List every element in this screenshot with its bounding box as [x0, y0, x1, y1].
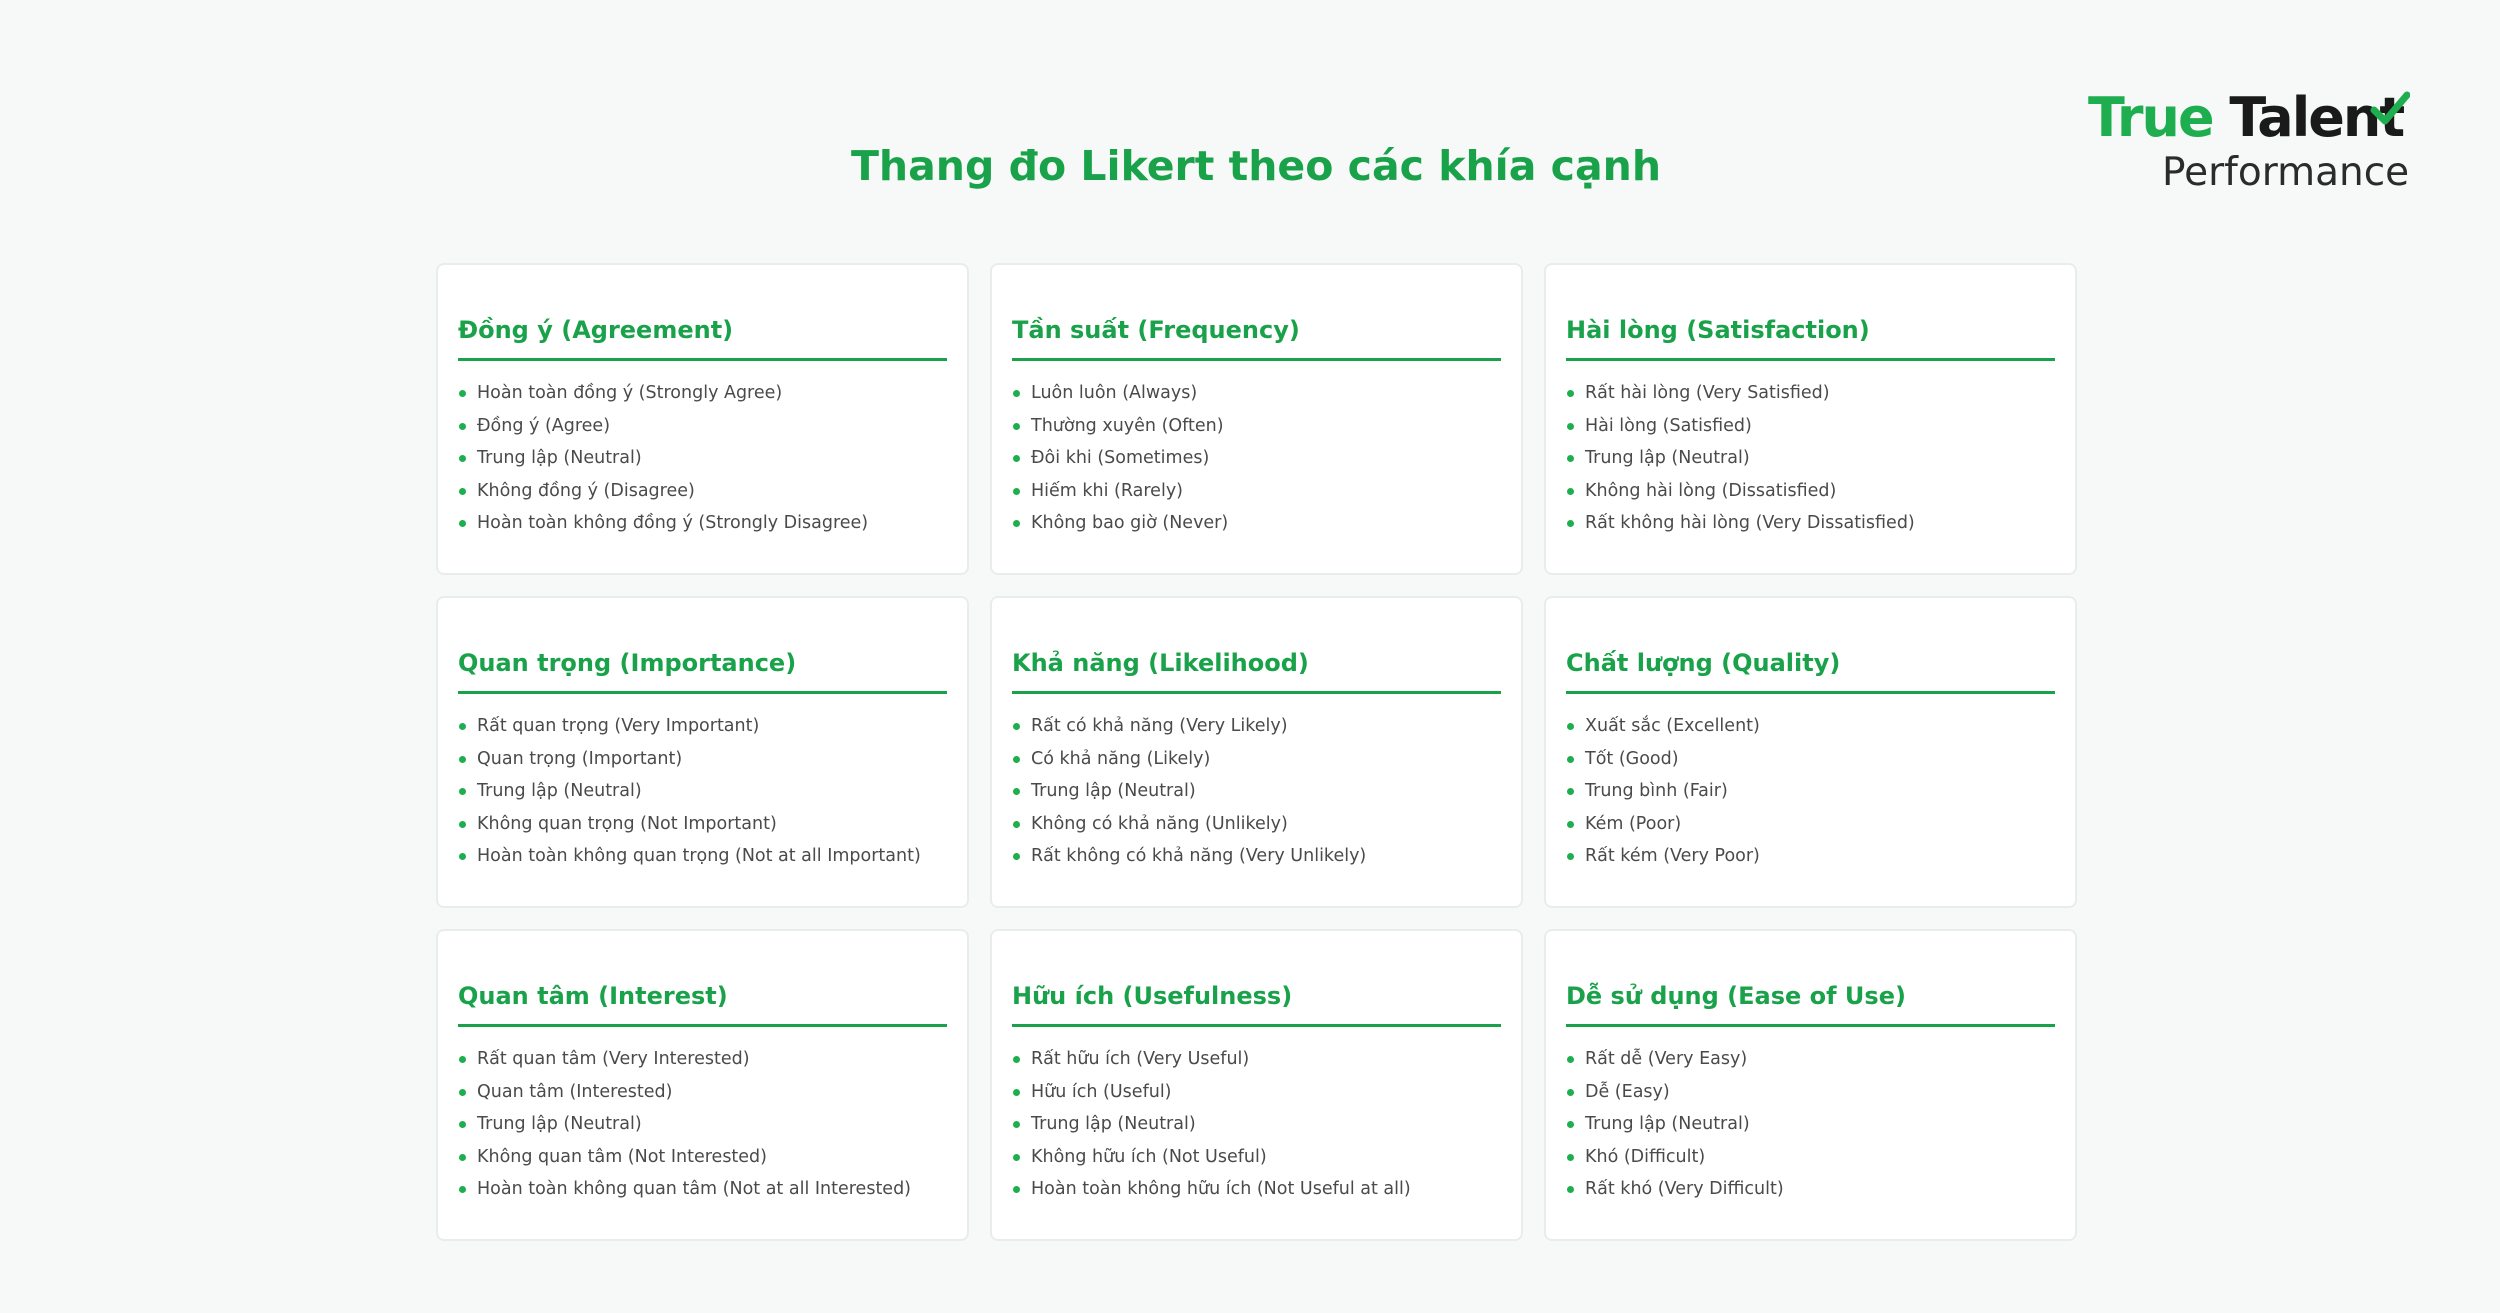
card-title: Chất lượng (Quality): [1566, 646, 2055, 694]
scale-option: Hoàn toàn không hữu ích (Not Useful at all): [1012, 1173, 1501, 1206]
scale-option: Hoàn toàn đồng ý (Strongly Agree): [458, 377, 947, 410]
scale-options-list: [458, 377, 947, 540]
scale-option: Dễ (Easy): [1566, 1076, 2055, 1109]
scale-option: Rất quan tâm (Very Interested): [458, 1043, 947, 1076]
scale-option: Rất quan trọng (Very Important): [458, 710, 947, 743]
scale-option: Rất không hài lòng (Very Dissatisfied): [1566, 507, 2055, 540]
scale-option: Không đồng ý (Disagree): [458, 475, 947, 508]
scale-options-list: [1012, 710, 1501, 873]
likert-card-frequency: [990, 263, 1523, 575]
scale-option: Quan tâm (Interested): [458, 1076, 947, 1109]
scale-option: Đôi khi (Sometimes): [1012, 442, 1501, 475]
logo-word-true: True: [2088, 86, 2213, 149]
scale-options-list: [1566, 377, 2055, 540]
scale-option: Rất hài lòng (Very Satisfied): [1566, 377, 2055, 410]
scale-option: Không bao giờ (Never): [1012, 507, 1501, 540]
scale-option: Hoàn toàn không quan trọng (Not at all Important): [458, 840, 947, 873]
scale-options-list: [1566, 1043, 2055, 1206]
scale-option: Rất hữu ích (Very Useful): [1012, 1043, 1501, 1076]
likert-card-interest: [436, 929, 969, 1241]
page-title: Thang đo Likert theo các khía cạnh: [850, 142, 1662, 190]
scale-options-list: [458, 1043, 947, 1206]
scale-option: Xuất sắc (Excellent): [1566, 710, 2055, 743]
scale-option: Đồng ý (Agree): [458, 410, 947, 443]
scale-option: Trung lập (Neutral): [1012, 775, 1501, 808]
scale-option: Hiếm khi (Rarely): [1012, 475, 1501, 508]
scale-option: Rất kém (Very Poor): [1566, 840, 2055, 873]
scale-option: Tốt (Good): [1566, 743, 2055, 776]
scale-option: Quan trọng (Important): [458, 743, 947, 776]
likert-card-ease-of-use: [1544, 929, 2077, 1241]
scale-option: Hài lòng (Satisfied): [1566, 410, 2055, 443]
scale-option: Không hài lòng (Dissatisfied): [1566, 475, 2055, 508]
scale-option: Hữu ích (Useful): [1012, 1076, 1501, 1109]
scale-option: Không quan trọng (Not Important): [458, 808, 947, 841]
card-title: Hài lòng (Satisfaction): [1566, 313, 2055, 361]
scale-option: Thường xuyên (Often): [1012, 410, 1501, 443]
card-title: Dễ sử dụng (Ease of Use): [1566, 979, 2055, 1027]
scale-options-list: [1566, 710, 2055, 873]
scale-option: Trung lập (Neutral): [458, 442, 947, 475]
card-title: Đồng ý (Agreement): [458, 313, 947, 361]
scale-option: Khó (Difficult): [1566, 1141, 2055, 1174]
scale-option: Hoàn toàn không đồng ý (Strongly Disagree): [458, 507, 947, 540]
likert-card-usefulness: [990, 929, 1523, 1241]
scale-option: Trung lập (Neutral): [1566, 442, 2055, 475]
scale-options-list: [1012, 377, 1501, 540]
likert-card-importance: [436, 596, 969, 908]
scale-option: Trung lập (Neutral): [458, 1108, 947, 1141]
scale-option: Kém (Poor): [1566, 808, 2055, 841]
scale-option: Trung lập (Neutral): [1012, 1108, 1501, 1141]
scale-option: Không hữu ích (Not Useful): [1012, 1141, 1501, 1174]
scale-option: Rất dễ (Very Easy): [1566, 1043, 2055, 1076]
logo-word-talent: Talent: [2229, 86, 2404, 149]
scale-option: Không quan tâm (Not Interested): [458, 1141, 947, 1174]
card-title: Hữu ích (Usefulness): [1012, 979, 1501, 1027]
scale-option: Trung lập (Neutral): [458, 775, 947, 808]
likert-scale-grid: [436, 263, 2077, 1241]
likert-card-quality: [1544, 596, 2077, 908]
scale-option: Có khả năng (Likely): [1012, 743, 1501, 776]
card-title: Tần suất (Frequency): [1012, 313, 1501, 361]
scale-option: Luôn luôn (Always): [1012, 377, 1501, 410]
likert-card-satisfaction: [1544, 263, 2077, 575]
scale-option: Không có khả năng (Unlikely): [1012, 808, 1501, 841]
scale-option: Trung lập (Neutral): [1566, 1108, 2055, 1141]
likert-card-agreement: [436, 263, 969, 575]
logo-tagline: Performance: [2162, 150, 2410, 195]
scale-option: Rất khó (Very Difficult): [1566, 1173, 2055, 1206]
scale-option: Rất không có khả năng (Very Unlikely): [1012, 840, 1501, 873]
checkmark-icon: [2370, 90, 2410, 130]
scale-options-list: [458, 710, 947, 873]
card-title: Quan trọng (Importance): [458, 646, 947, 694]
scale-option: Hoàn toàn không quan tâm (Not at all Interested): [458, 1173, 947, 1206]
scale-option: Trung bình (Fair): [1566, 775, 2055, 808]
card-title: Quan tâm (Interest): [458, 979, 947, 1027]
scale-option: Rất có khả năng (Very Likely): [1012, 710, 1501, 743]
scale-options-list: [1012, 1043, 1501, 1206]
card-title: Khả năng (Likelihood): [1012, 646, 1501, 694]
likert-card-likelihood: [990, 596, 1523, 908]
